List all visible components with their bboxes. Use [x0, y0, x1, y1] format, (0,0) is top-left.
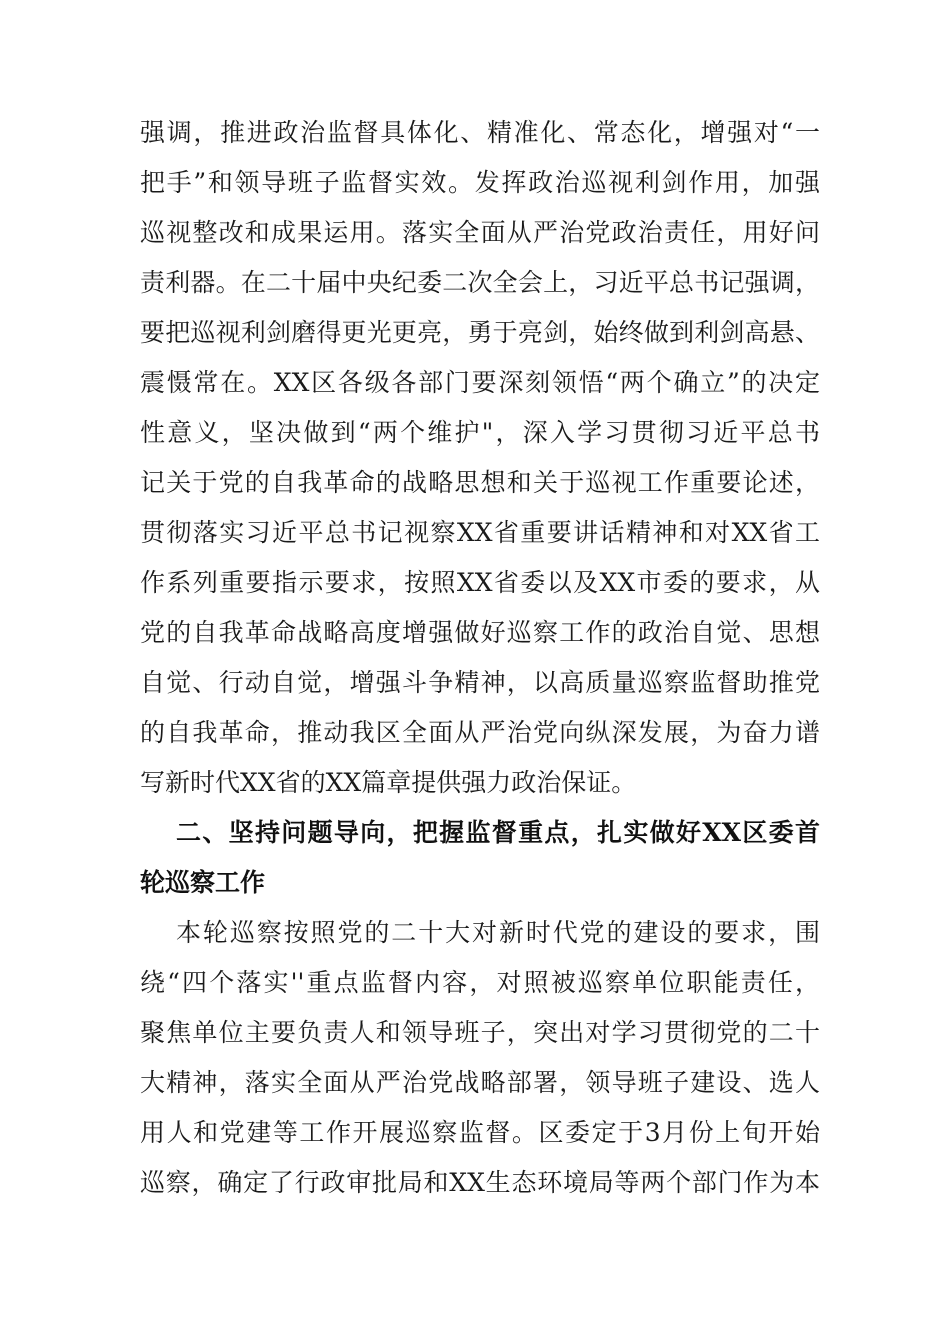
paragraph-2 — [140, 908, 820, 1208]
text-line: 用人和党建等工作开展巡察监督。区委定于3月份上旬开始 — [140, 1118, 820, 1147]
text-line: 强调，推进政治监督具体化、精准化、常态化，增强对“一 — [140, 118, 820, 147]
text-line: 性意义，坚决做到“两个维护"，深入学习贯彻习近平总书 — [140, 418, 820, 447]
text-line: 巡视整改和成果运用。落实全面从严治党政治责任，用好问 — [140, 218, 820, 247]
text-line: 贯彻落实习近平总书记视察XX省重要讲话精神和对XX省工 — [140, 518, 820, 547]
text-line: 绕“四个落实''重点监督内容，对照被巡察单位职能责任， — [140, 968, 820, 997]
heading-line: 二、坚持问题导向，把握监督重点，扎实做好XX区委首 — [176, 818, 820, 847]
text-line: 震慑常在。XX区各级各部门要深刻领悟“两个确立”的决定 — [140, 368, 820, 397]
text-line: 自觉、行动自觉，增强斗争精神，以高质量巡察监督助推党 — [140, 668, 820, 697]
text-line: 写新时代XX省的XX篇章提供强力政治保证。 — [140, 768, 637, 797]
text-line: 本轮巡察按照党的二十大对新时代党的建设的要求，围 — [176, 918, 820, 947]
document-body — [140, 108, 820, 1208]
text-line: 聚焦单位主要负责人和领导班子，突出对学习贯彻党的二十 — [140, 1018, 820, 1047]
heading-line: 轮巡察工作 — [140, 868, 266, 897]
text-line: 党的自我革命战略高度增强做好巡察工作的政治自觉、思想 — [140, 618, 820, 647]
section-heading-2 — [140, 808, 820, 908]
paragraph-1 — [140, 108, 820, 808]
text-line: 记关于党的自我革命的战略思想和关于巡视工作重要论述， — [140, 468, 820, 497]
text-line: 把手”和领导班子监督实效。发挥政治巡视利剑作用，加强 — [140, 168, 820, 197]
text-line: 责利器。在二十届中央纪委二次全会上，习近平总书记强调， — [140, 268, 820, 297]
text-line: 要把巡视利剑磨得更光更亮，勇于亮剑，始终做到利剑高悬、 — [140, 318, 820, 347]
text-line: 大精神，落实全面从严治党战略部署，领导班子建设、选人 — [140, 1068, 820, 1097]
text-line: 作系列重要指示要求，按照XX省委以及XX市委的要求，从 — [140, 568, 820, 597]
text-line: 的自我革命，推动我区全面从严治党向纵深发展，为奋力谱 — [140, 718, 820, 747]
text-line: 巡察，确定了行政审批局和XX生态环境局等两个部门作为本 — [140, 1168, 820, 1197]
